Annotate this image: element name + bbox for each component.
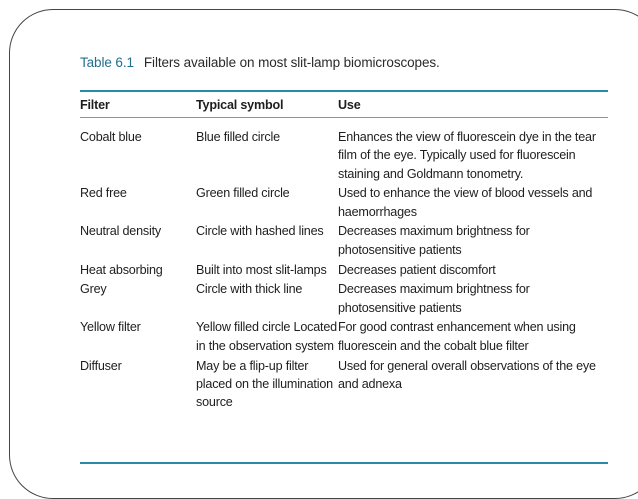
cell-symbol: Built into most slit-lamps bbox=[196, 262, 327, 277]
cell-use: For good contrast enhancement when using fluorescein and the cobalt blue filter bbox=[338, 320, 576, 353]
cell-filter: Red free bbox=[80, 186, 127, 201]
table-top-rule bbox=[80, 90, 608, 92]
table-row bbox=[80, 261, 608, 281]
cell-use: Enhances the view of fluorescein dye in the tear film of the eye. Typically used for fluorescein staining and Goldmann tonometry. bbox=[338, 130, 596, 181]
cell-symbol: Blue filled circle bbox=[196, 130, 280, 144]
cell-use: Decreases maximum brightness for photosensitive patients bbox=[338, 224, 530, 257]
cell-filter: Neutral density bbox=[80, 224, 161, 239]
cell-use: Used to enhance the view of blood vessels and haemorrhages bbox=[338, 186, 593, 219]
table-row bbox=[80, 184, 608, 222]
cell-symbol: Circle with hashed lines bbox=[196, 224, 324, 239]
cell-filter: Diffuser bbox=[80, 358, 122, 373]
cell-filter: Heat absorbing bbox=[80, 262, 163, 277]
table-caption-text: Filters available on most slit-lamp biomicroscopes. bbox=[143, 55, 440, 70]
table-row bbox=[80, 318, 608, 356]
cell-symbol: Circle with thick line bbox=[196, 282, 303, 297]
cell-filter: Yellow filter bbox=[80, 320, 141, 335]
header-filter: Filter bbox=[80, 98, 110, 112]
header-use: Use bbox=[338, 98, 361, 112]
cell-symbol: Yellow filled circle Located in the observation system bbox=[196, 320, 337, 353]
table-caption bbox=[80, 55, 440, 70]
filters-table bbox=[80, 93, 608, 413]
table-row bbox=[80, 280, 608, 318]
table-row bbox=[80, 222, 608, 260]
table-row bbox=[80, 357, 608, 413]
table-caption-label: Table 6.1 bbox=[80, 55, 134, 70]
cell-filter: Cobalt blue bbox=[80, 130, 142, 144]
cell-symbol: May be a flip-up filter placed on the illumination source bbox=[196, 358, 333, 410]
table-header-row bbox=[80, 93, 608, 117]
cell-use: Decreases patient discomfort bbox=[338, 262, 496, 277]
table-row bbox=[80, 117, 608, 184]
header-typical-symbol: Typical symbol bbox=[196, 98, 284, 112]
cell-use: Decreases maximum brightness for photosensitive patients bbox=[338, 282, 530, 315]
table-bottom-rule bbox=[80, 462, 608, 464]
cell-filter: Grey bbox=[80, 282, 107, 297]
cell-use: Used for general overall observations of the eye and adnexa bbox=[338, 358, 596, 391]
cell-symbol: Green filled circle bbox=[196, 186, 290, 201]
